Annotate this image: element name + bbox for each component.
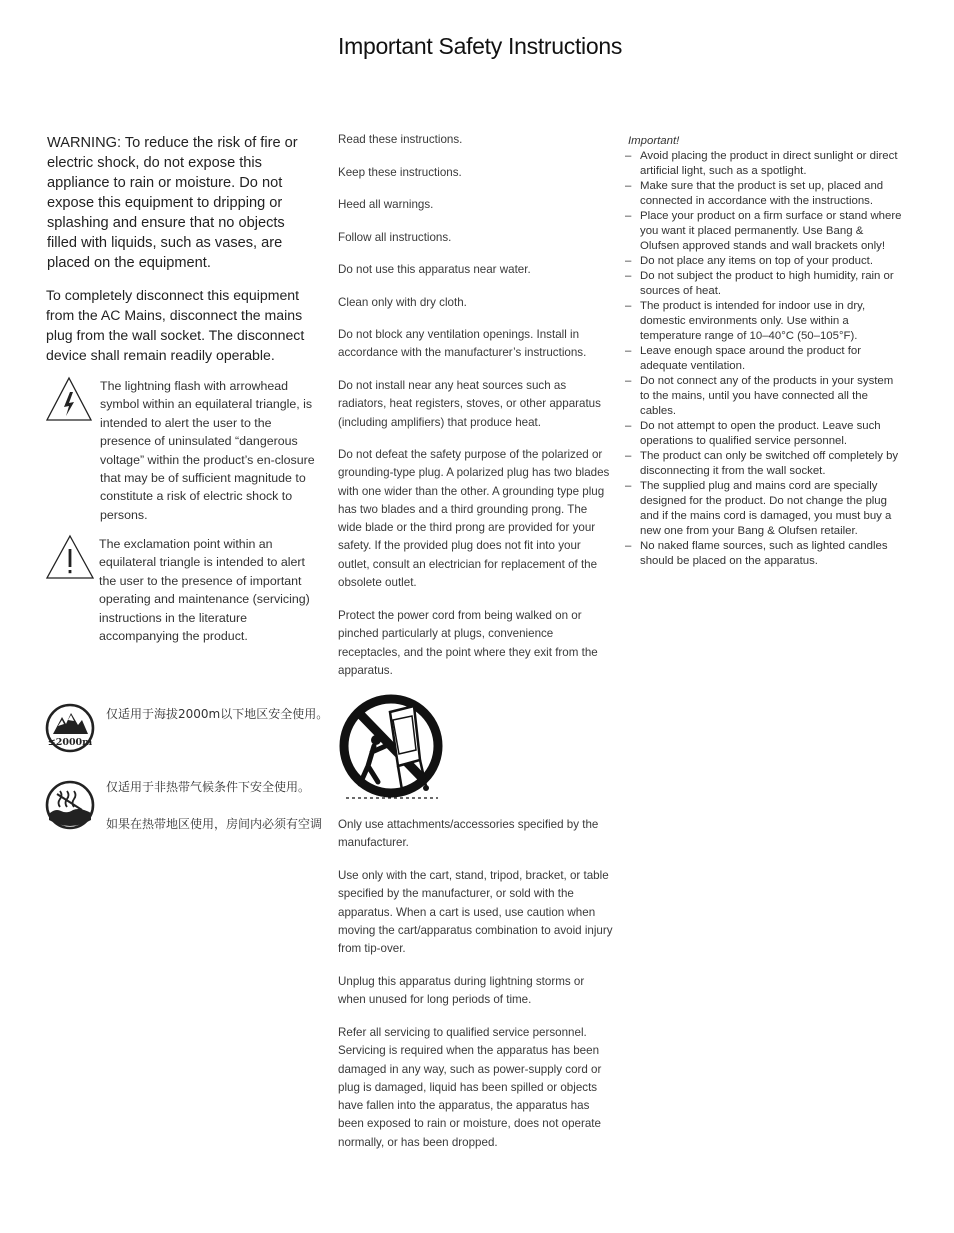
tropical-climate-icon [45,780,95,830]
exclamation-symbol-text: The exclamation point within an equilateral triangle is intended to alert the user to the presence of important operating and maintenance (servicing) instructions in the literature accompanying the product. [99,537,310,644]
list-item: – Place your product on a firm surface or stand where you want it placed permanently. Use Bang & Olufsen approved stands and wall brackets only! [625,209,905,254]
instruction-item: Do not use this apparatus near water. [338,263,531,276]
list-item: – Do not attempt to open the product. Leave such operations to qualified service personnel. [625,419,905,449]
warning-text: To reduce the risk of fire or electric shock, do not expose this appliance to rain or moisture. Do not expose this equipment to dripping or splashing and ensure that no objects filled with liquids, such as vases, are placed on the equipment. [47,135,298,271]
list-item: – The supplied plug and mains cord are specially designed for the product. Do not change the plug and if the mains cord is damaged, you must buy a new one from your Bang & Olufsen retailer. [625,479,905,539]
altitude-icon-label: ≤2000m [47,737,93,748]
tropical-text-1: 仅适用于非热带气候条件下安全使用。 [106,780,311,794]
list-item: – Make sure that the product is set up, placed and connected in accordance with the instructions. [625,179,905,209]
instruction-item: Protect the power cord from being walked on or pinched particularly at plugs, convenience receptacles, and the point where they exit from the apparatus. [338,609,598,677]
important-list [625,149,905,569]
instruction-item: Do not block any ventilation openings. Install in accordance with the manufacturer’s instructions. [338,328,587,360]
instruction-item: Do not install near any heat sources such as radiators, heat registers, stoves, or other apparatus (including amplifiers) that produce heat. [338,379,601,429]
list-item: – The product can only be switched off completely by disconnecting it from the wall socket. [625,449,905,479]
lightning-symbol-text: The lightning flash with arrowhead symbol within an equilateral triangle, is intended to alert the user to the presence of uninsulated “dangerous voltage” within the product’s en-closure that may be of sufficient magnitude to constitute a risk of electric shock to persons. [100,379,315,522]
cart-tip-over-warning-icon [338,694,446,804]
exclamation-warning-icon [45,534,95,580]
instruction-item: Keep these instructions. [338,166,462,179]
instruction-item: Unplug this apparatus during lightning storms or when unused for long periods of time. [338,975,585,1007]
altitude-mountain-icon [45,703,95,753]
list-item: – No naked flame sources, such as lighted candles should be placed on the apparatus. [625,539,905,569]
list-item: – Do not subject the product to high humidity, rain or sources of heat. [625,269,905,299]
instruction-item: Follow all instructions. [338,231,452,244]
instruction-item: Refer all servicing to qualified service personnel. Servicing is required when the apparatus has been damaged in any way, such as power-supply cord or plug is damaged, liquid has been spilled or objects have fallen into the apparatus, the apparatus has been exposed to rain or moisture, does not operate normally, or has been dropped. [338,1026,602,1149]
list-item: – Do not place any items on top of your product. [625,254,905,269]
altitude-text: 仅适用于海拔2000m以下地区安全使用。 [106,707,329,721]
tropical-text-2: 如果在热带地区使用，房间内必须有空调 [106,817,323,831]
warning-paragraph [47,133,309,273]
instruction-item: Read these instructions. [338,133,463,146]
instruction-item: Only use attachments/accessories specified by the manufacturer. [338,818,599,850]
list-item: – Avoid placing the product in direct sunlight or direct artificial light, such as a spotlight. [625,149,905,179]
list-item: – Do not connect any of the products in your system to the mains, until you have connected all the cables. [625,374,905,419]
instruction-item: Clean only with dry cloth. [338,296,467,309]
warning-label: WARNING: [47,135,122,151]
lightning-warning-icon [45,376,93,422]
important-heading: Important! [628,135,680,147]
instruction-item: Use only with the cart, stand, tripod, bracket, or table specified by the manufacturer, or sold with the apparatus. When a cart is used, use caution when moving the cart/apparatus combination to avoid injury from tip-over. [338,869,613,956]
page-title: Important Safety Instructions [338,33,623,59]
disconnect-paragraph: To completely disconnect this equipment from the AC Mains, disconnect the mains plug from the wall socket. The disconnect device shall remain readily operable. [46,287,305,363]
important-column [625,134,905,569]
instruction-item: Heed all warnings. [338,198,434,211]
list-item: – The product is intended for indoor use in dry, domestic environments only. Use within a temperature range of 10–40°C (50–105°F). [625,299,905,344]
instruction-item: Do not defeat the safety purpose of the polarized or grounding-type plug. A polarized plug has two blades with one wider than the other. A grounding type plug has two blades and a third grounding prong. The wide blade or the third prong are provided for your safety. If the provided plug does not fit into your outlet, consult an electrician for replacement of the obsolete outlet. [338,448,610,590]
list-item: – Leave enough space around the product for adequate ventilation. [625,344,905,374]
